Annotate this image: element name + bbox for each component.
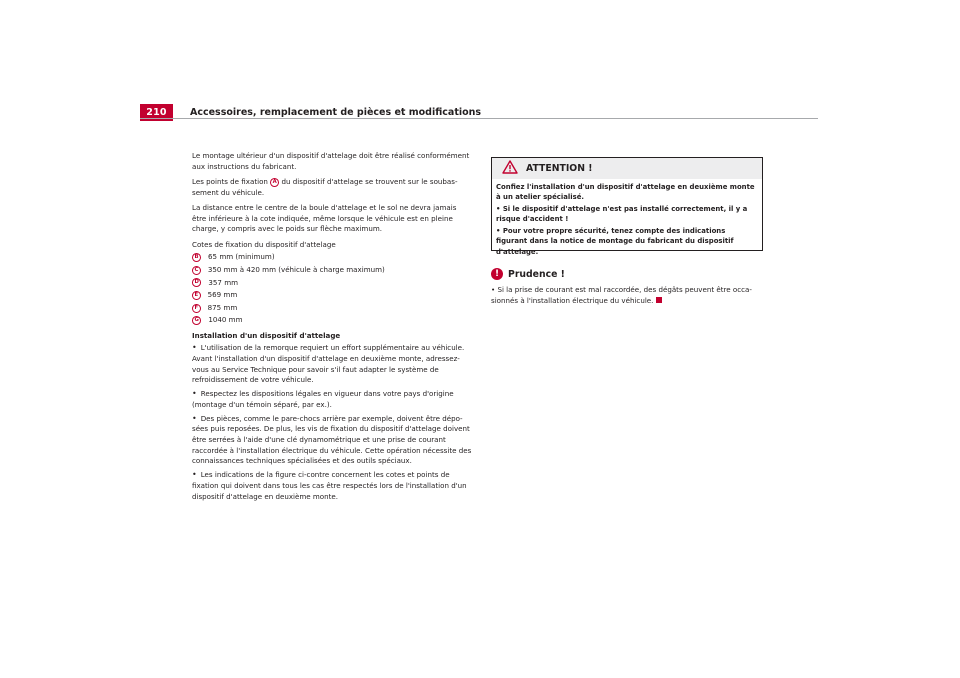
caution-exclamation-icon: !: [491, 268, 503, 280]
measurement-row: [192, 302, 472, 315]
measurement-row: [192, 264, 472, 277]
fixation-points-paragraph: [192, 177, 472, 198]
bullet-item: [192, 470, 472, 502]
measurement-row: [192, 289, 472, 302]
warning-header: [492, 158, 762, 179]
page-number: 210: [140, 104, 173, 121]
bullet-item: [192, 414, 472, 468]
measurement-row: [192, 277, 472, 290]
callout-a: A: [270, 178, 279, 187]
header-divider: [140, 118, 818, 119]
dimensions-intro: Cotes de fixation du dispositif d'attelage: [192, 239, 336, 249]
warning-title: ATTENTION !: [526, 163, 593, 174]
caution-body: [491, 285, 767, 306]
warning-bullet-text: Pour votre propre sécurité, tenez compte des indications figurant dans la notice de montage du fabricant du dispositif d'attelage.: [496, 226, 734, 256]
callout-e: E: [192, 291, 201, 300]
bullet-icon: •: [192, 470, 197, 480]
caution-header: [491, 266, 767, 282]
callout-f: F: [192, 304, 201, 313]
measurement-value: 875 mm: [207, 302, 238, 312]
chapter-title: Accessoires, remplacement de pièces et modifications: [190, 107, 482, 118]
caution-section: [491, 266, 767, 306]
fixation-text-start: Les points de fixation: [192, 177, 271, 186]
measurement-value: 357 mm: [208, 277, 239, 287]
intro-paragraph: Le montage ultérieur d'un dispositif d'attelage doit être réalisé conformément aux instructions du fabricant.: [192, 151, 470, 171]
bullet-icon: •: [496, 204, 501, 213]
bullet-text: Les indications de la figure ci-contre concernent les cotes et points de fixation qui doivent dans tous les cas être respectés lors de l'installation d'un dispositif d'attelage en deuxième monte.: [192, 470, 467, 501]
bullet-text: Respectez les dispositions légales en vigueur dans votre pays d'origine (montage d'un témoin séparé, par ex.).: [192, 389, 454, 409]
measurement-value: 350 mm à 420 mm (véhicule à charge maximum): [207, 264, 385, 274]
installation-heading: Installation d'un dispositif d'attelage: [192, 330, 341, 340]
caution-title: Prudence !: [508, 268, 565, 280]
callout-c: C: [192, 266, 201, 275]
callout-g: G: [192, 316, 201, 325]
caution-text: Si la prise de courant est mal raccordée, des dégâts peuvent être occasionnés à l'installation électrique du véhicule.: [491, 285, 752, 305]
measurement-value: 1040 mm: [208, 315, 243, 325]
warning-bullet-text: Si le dispositif d'attelage n'est pas installé correctement, il y a risque d'accident !: [496, 204, 748, 224]
measurement-row: [192, 314, 472, 327]
warning-intro: Confiez l'installation d'un dispositif d'attelage en deuxième monte à un atelier spécialisé.: [496, 183, 755, 202]
fixation-text-end: du dispositif d'attelage se trouvent sur le soubassement du véhicule.: [192, 177, 458, 197]
bullet-icon: •: [192, 389, 197, 399]
bullet-icon: •: [192, 413, 197, 423]
measurement-value: 65 mm (minimum): [208, 252, 275, 262]
bullet-icon: •: [491, 285, 496, 294]
warning-triangle-icon: [502, 160, 526, 177]
left-column: [192, 151, 472, 505]
distance-paragraph: La distance entre le centre de la boule d'attelage et le sol ne devra jamais être inférieure à la cote indiquée, même lorsque le véhicule est en pleine charge, y compris avec le poids sur flèche maximum.: [192, 203, 457, 234]
bullet-icon: •: [192, 343, 197, 353]
warning-bullet: [496, 226, 758, 257]
warning-box: [491, 157, 763, 256]
measurement-value: 569 mm: [207, 290, 238, 300]
bullet-item: [192, 343, 472, 386]
bullet-icon: •: [496, 226, 501, 235]
measurement-list: [192, 251, 472, 327]
measurement-row: [192, 251, 472, 264]
warning-body: [492, 179, 762, 257]
bullet-text: Des pièces, comme le pare-chocs arrière par exemple, doivent être déposées puis reposées. De plus, les vis de fixation du dispositif d'attelage doivent être serrées à l'aide d'une clé dynamométrique et une prise de courant raccordée à l'installation électrique du véhicule. Cette opération nécessite des connaissances techniques spécialisées et des outils spéciaux.: [192, 413, 472, 466]
end-of-section-icon: [656, 297, 662, 303]
warning-bullet: [496, 204, 758, 225]
callout-d: D: [192, 278, 201, 287]
callout-b: B: [192, 253, 201, 262]
bullet-text: L'utilisation de la remorque requiert un effort supplémentaire au véhicule. Avant l'installation d'un dispositif d'attelage en deuxième monte, adressez-vous au Service Technique pour savoir s'il faut adapter le système de refroidissement de votre véhicule.: [192, 343, 465, 385]
bullet-item: [192, 389, 472, 410]
